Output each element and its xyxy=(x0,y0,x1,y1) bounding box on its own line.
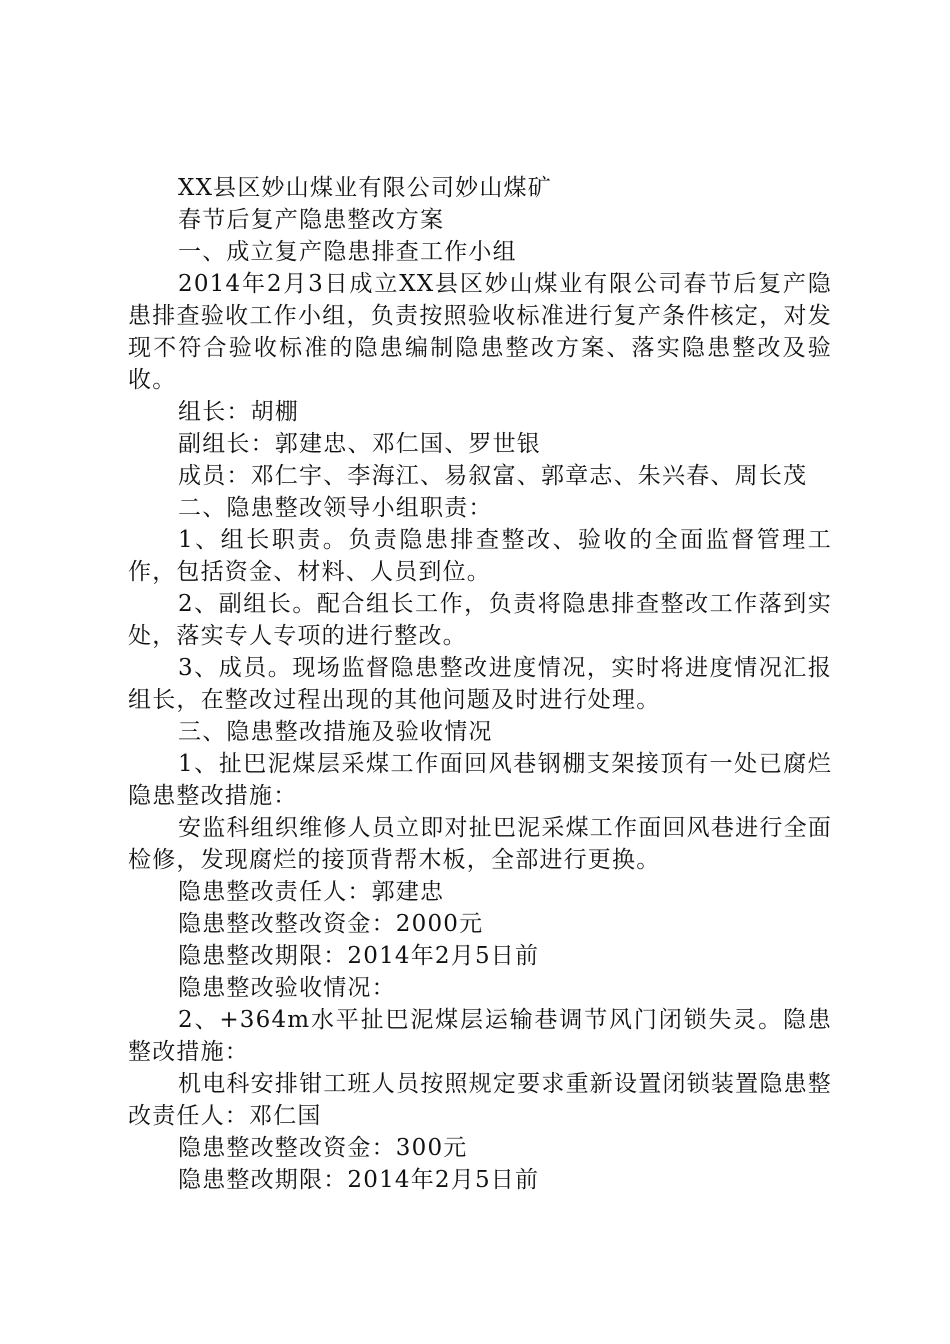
rectification-deadline: 隐患整改期限：2014年2月5日前 xyxy=(178,943,540,969)
rectification-funds: 隐患整改整改资金：2000元 xyxy=(178,911,484,937)
measure-paragraph: 机电科安排钳工班人员按照规定要求重新设置闭锁装置隐患整改责任人：邓仁国 xyxy=(128,1071,832,1129)
duty-item: 2、副组长。配合组长工作，负责将隐患排查整改工作落到实处，落实专人专项的进行整改。 xyxy=(128,591,832,649)
measure-paragraph: 安监科组织维修人员立即对扯巴泥采煤工作面回风巷进行全面检修，发现腐烂的接顶背帮木板，全部进行更换。 xyxy=(128,815,832,873)
document-title: 春节后复产隐患整改方案 xyxy=(178,207,445,233)
rectification-deadline: 隐患整改期限：2014年2月5日前 xyxy=(178,1167,540,1193)
hazard-item: 1、扯巴泥煤层采煤工作面回风巷钢棚支架接顶有一处已腐烂隐患整改措施： xyxy=(128,751,832,809)
duty-item: 1、组长职责。负责隐患排查整改、验收的全面监督管理工作，包括资金、材料、人员到位。 xyxy=(128,527,832,585)
rectification-funds: 隐患整改整改资金：300元 xyxy=(178,1135,468,1161)
company-title: XX县区妙山煤业有限公司妙山煤矿 xyxy=(178,175,552,201)
section-heading-1: 一、成立复产隐患排查工作小组 xyxy=(178,239,517,265)
group-leader: 组长：胡棚 xyxy=(178,399,299,425)
members: 成员：邓仁宇、李海江、易叙富、郭章志、朱兴春、周长茂 xyxy=(178,463,808,489)
deputy-leaders: 副组长：郭建忠、邓仁国、罗世银 xyxy=(178,431,541,457)
document-body xyxy=(128,172,832,1196)
section-heading-3: 三、隐患整改措施及验收情况 xyxy=(178,719,493,745)
section-heading-2: 二、隐患整改领导小组职责： xyxy=(178,495,493,521)
hazard-item: 2、+364m水平扯巴泥煤层运输巷调节风门闭锁失灵。隐患整改措施： xyxy=(128,1007,832,1065)
responsible-person: 隐患整改责任人：郭建忠 xyxy=(178,879,445,905)
acceptance-status: 隐患整改验收情况： xyxy=(178,975,396,1001)
duty-item: 3、成员。现场监督隐患整改进度情况，实时将进度情况汇报组长，在整改过程出现的其他问题及时进行处理。 xyxy=(128,655,832,713)
paragraph: 2014年2月3日成立XX县区妙山煤业有限公司春节后复产隐患排查验收工作小组，负责按照验收标准进行复产条件核定，对发现不符合验收标准的隐患编制隐患整改方案、落实隐患整改及验收。 xyxy=(128,271,832,393)
